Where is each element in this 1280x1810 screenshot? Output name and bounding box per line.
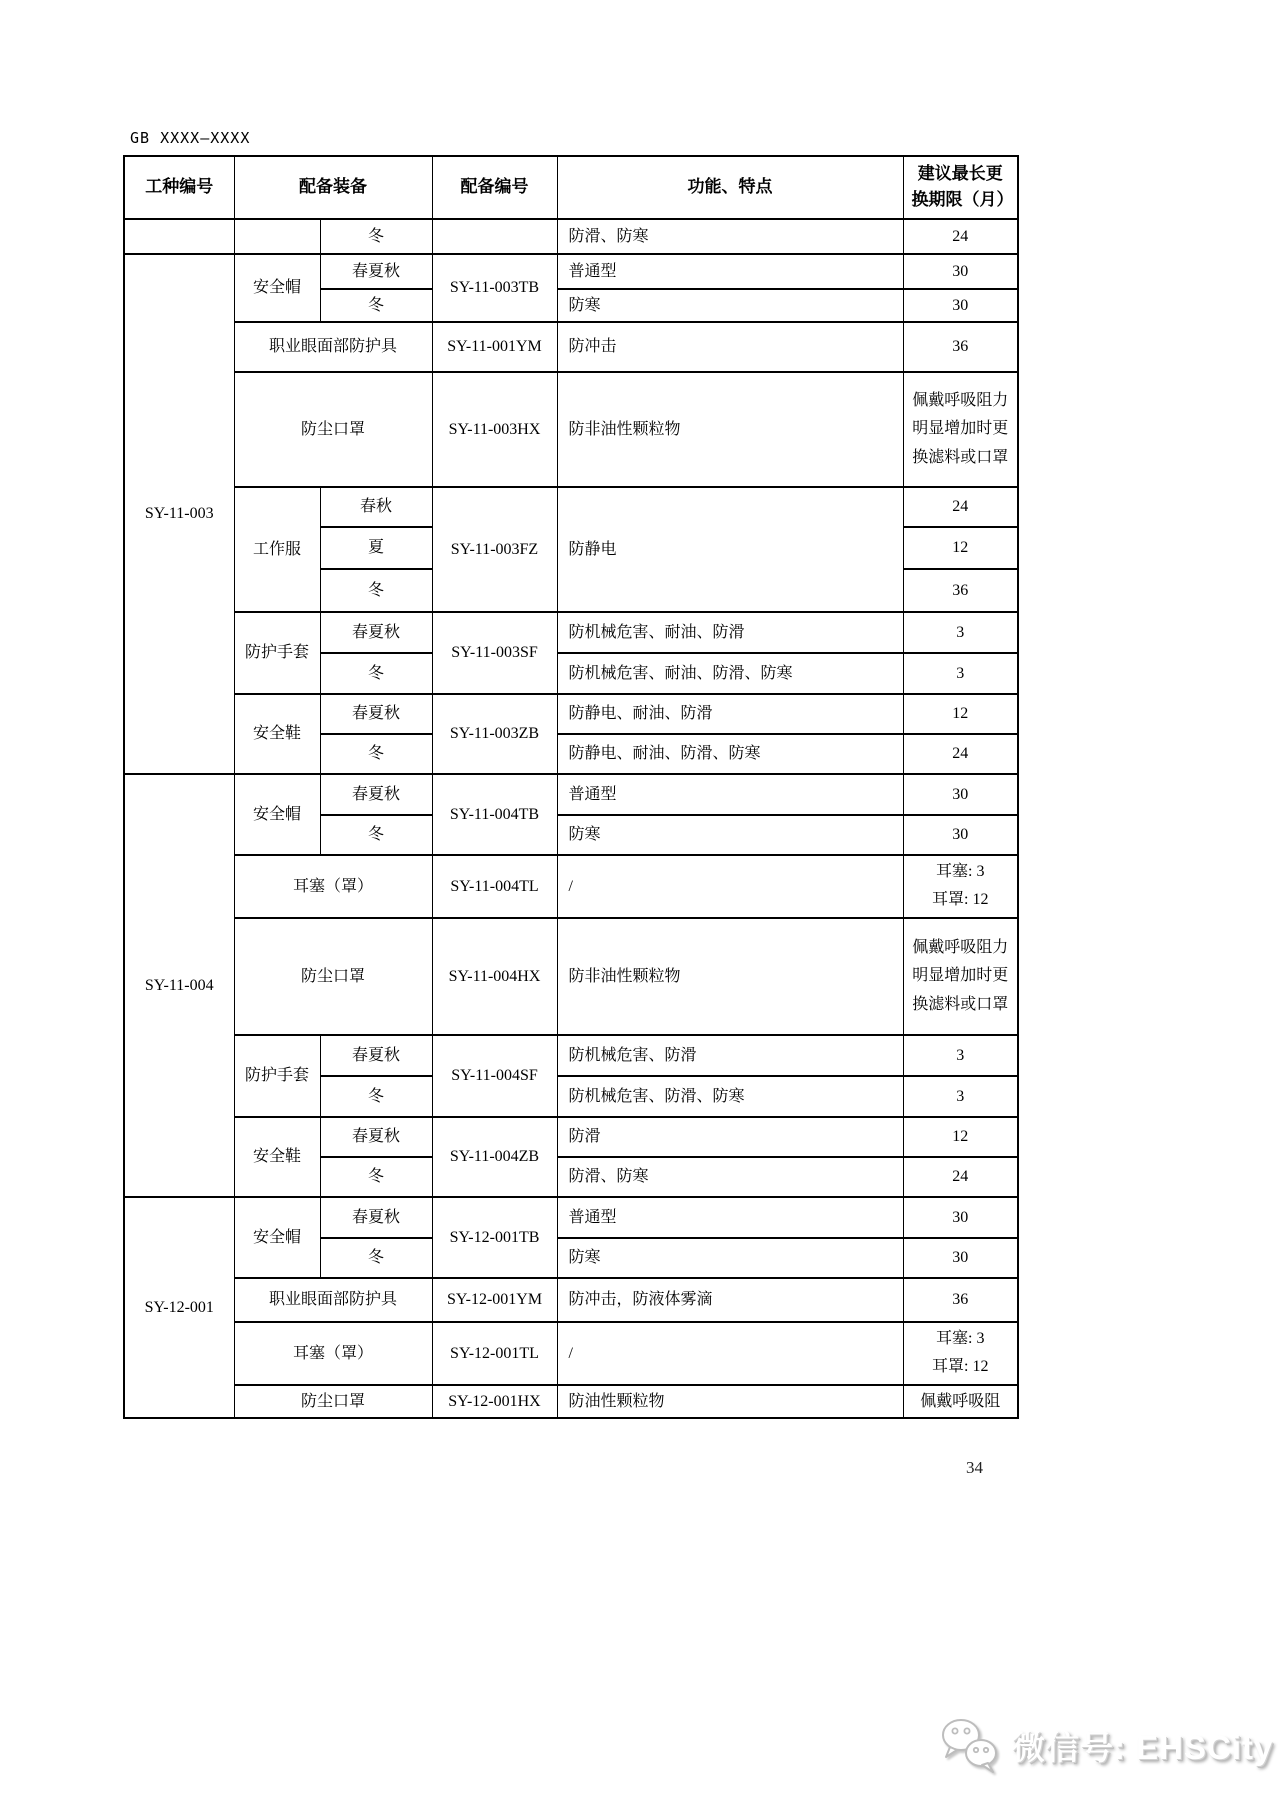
- season-cell: 冬: [320, 815, 432, 855]
- function-cell: 防寒: [557, 1238, 903, 1278]
- season-cell: 夏: [320, 527, 432, 569]
- season-cell: 春夏秋: [320, 1197, 432, 1238]
- table-row: [124, 1278, 1018, 1322]
- function-cell: 防静电、耐油、防滑: [557, 694, 903, 734]
- code-cell: SY-11-003ZB: [432, 694, 557, 774]
- period-cell: [903, 1322, 1018, 1385]
- code-cell: SY-11-003SF: [432, 612, 557, 694]
- period-cell: 12: [903, 694, 1018, 734]
- season-cell: 冬: [320, 1238, 432, 1278]
- table-row: [124, 219, 1018, 254]
- period-cell: 24: [903, 219, 1018, 254]
- code-cell: SY-12-001TB: [432, 1197, 557, 1278]
- code-cell: SY-11-004SF: [432, 1035, 557, 1117]
- season-cell: 冬: [320, 1157, 432, 1197]
- function-cell: 防滑、防寒: [557, 1157, 903, 1197]
- function-cell: 防冲击: [557, 322, 903, 372]
- table-row: [124, 774, 1018, 815]
- function-cell: 普通型: [557, 774, 903, 815]
- function-cell: 防机械危害、防滑、防寒: [557, 1076, 903, 1117]
- season-cell: 春夏秋: [320, 1035, 432, 1076]
- period-cell: 24: [903, 487, 1018, 527]
- code-cell: SY-11-003HX: [432, 372, 557, 487]
- code-cell: SY-11-001YM: [432, 322, 557, 372]
- function-cell: 防机械危害、耐油、防滑: [557, 612, 903, 653]
- season-cell: 冬: [320, 569, 432, 612]
- season-cell: 冬: [320, 1076, 432, 1117]
- job-id-cell: SY-12-001: [124, 1197, 234, 1418]
- table-row: [124, 1197, 1018, 1238]
- function-cell: 防非油性颗粒物: [557, 918, 903, 1035]
- table-row: [124, 1035, 1018, 1076]
- season-cell: 春夏秋: [320, 1117, 432, 1157]
- empty-job-cell: [124, 219, 234, 254]
- table-row: [124, 254, 1018, 289]
- period-cell: 3: [903, 653, 1018, 694]
- function-cell: 防油性颗粒物: [557, 1385, 903, 1418]
- period-line: 耳罩: 12: [932, 1358, 989, 1376]
- period-line: 耳塞: 3: [936, 1329, 985, 1347]
- code-cell: SY-11-004HX: [432, 918, 557, 1035]
- period-cell: 36: [903, 322, 1018, 372]
- function-cell: 普通型: [557, 254, 903, 289]
- function-cell: 防静电: [557, 487, 903, 612]
- code-cell: SY-12-001TL: [432, 1322, 557, 1385]
- period-cell: 24: [903, 734, 1018, 774]
- header-equipment: 配备装备: [234, 156, 432, 219]
- period-cell: 36: [903, 1278, 1018, 1322]
- equipment-name-cell: 防护手套: [234, 612, 320, 694]
- function-cell: 防非油性颗粒物: [557, 372, 903, 487]
- header-code: 配备编号: [432, 156, 557, 219]
- function-cell: /: [557, 855, 903, 918]
- function-cell: 防静电、耐油、防滑、防寒: [557, 734, 903, 774]
- period-cell: [903, 855, 1018, 918]
- period-cell: 12: [903, 527, 1018, 569]
- function-cell: 普通型: [557, 1197, 903, 1238]
- equipment-name-cell: 职业眼面部防护具: [234, 322, 432, 372]
- equipment-name-cell: 防尘口罩: [234, 1385, 432, 1418]
- table-row: [124, 1322, 1018, 1385]
- equipment-name-cell: 安全帽: [234, 774, 320, 855]
- job-id-cell: SY-11-004: [124, 774, 234, 1197]
- period-cell: 3: [903, 1076, 1018, 1117]
- period-cell: 3: [903, 612, 1018, 653]
- equipment-name-cell: 防尘口罩: [234, 918, 432, 1035]
- code-cell: SY-12-001YM: [432, 1278, 557, 1322]
- table-row: [124, 487, 1018, 527]
- table-row: [124, 855, 1018, 918]
- doc-code: GB XXXX—XXXX: [130, 129, 251, 147]
- period-line: 耳塞: 3: [936, 862, 985, 880]
- empty-code-cell: [432, 219, 557, 254]
- equipment-name-cell: 耳塞（罩）: [234, 1322, 432, 1385]
- season-cell: 冬: [320, 289, 432, 322]
- header-row: [124, 156, 1018, 219]
- page-number: 34: [966, 1458, 983, 1477]
- table-row: [124, 918, 1018, 1035]
- period-cell: 30: [903, 1238, 1018, 1278]
- code-cell: SY-11-004TB: [432, 774, 557, 855]
- equipment-name-cell: 耳塞（罩）: [234, 855, 432, 918]
- code-cell: SY-12-001HX: [432, 1385, 557, 1418]
- period-cell: 30: [903, 1197, 1018, 1238]
- code-cell: SY-11-003TB: [432, 254, 557, 322]
- header-function: 功能、特点: [557, 156, 903, 219]
- season-cell: 春夏秋: [320, 612, 432, 653]
- season-cell: 春秋: [320, 487, 432, 527]
- table-row: [124, 1117, 1018, 1157]
- season-cell: 春夏秋: [320, 774, 432, 815]
- equipment-name-cell: 防尘口罩: [234, 372, 432, 487]
- period-cell: 36: [903, 569, 1018, 612]
- wechat-icon: [938, 1716, 1002, 1774]
- equipment-name-cell: 安全鞋: [234, 1117, 320, 1197]
- equipment-name-cell: 安全帽: [234, 254, 320, 322]
- period-cell: 30: [903, 815, 1018, 855]
- table-row: [124, 322, 1018, 372]
- table-row: [124, 694, 1018, 734]
- function-cell: 防滑、防寒: [557, 219, 903, 254]
- ppe-table: [123, 155, 1019, 1419]
- header-period: 建议最长更换期限（月）: [903, 156, 1018, 219]
- function-cell: 防寒: [557, 815, 903, 855]
- code-cell: SY-11-004TL: [432, 855, 557, 918]
- job-id-cell: SY-11-003: [124, 254, 234, 774]
- equipment-name-cell: 职业眼面部防护具: [234, 1278, 432, 1322]
- function-cell: 防冲击，防液体雾滴: [557, 1278, 903, 1322]
- equipment-name-cell: 防护手套: [234, 1035, 320, 1117]
- watermark-text: 微信号: EHSCity: [1012, 1728, 1274, 1766]
- function-cell: 防机械危害、耐油、防滑、防寒: [557, 653, 903, 694]
- equipment-name-cell: 工作服: [234, 487, 320, 612]
- table-row: [124, 1385, 1018, 1418]
- equipment-name-cell: 安全帽: [234, 1197, 320, 1278]
- season-cell: 冬: [320, 653, 432, 694]
- header-job: 工种编号: [124, 156, 234, 219]
- season-cell: 春夏秋: [320, 254, 432, 289]
- period-cell: 3: [903, 1035, 1018, 1076]
- code-cell: SY-11-004ZB: [432, 1117, 557, 1197]
- period-cell: 佩戴呼吸阻力明显增加时更换滤料或口罩: [903, 918, 1018, 1035]
- equipment-name-cell: 安全鞋: [234, 694, 320, 774]
- season-cell: 冬: [320, 734, 432, 774]
- code-cell: SY-11-003FZ: [432, 487, 557, 612]
- table-row: [124, 612, 1018, 653]
- period-cell: 佩戴呼吸阻: [903, 1385, 1018, 1418]
- table-row: [124, 372, 1018, 487]
- function-cell: 防机械危害、防滑: [557, 1035, 903, 1076]
- function-cell: /: [557, 1322, 903, 1385]
- period-cell: 12: [903, 1117, 1018, 1157]
- period-line: 耳罩: 12: [932, 891, 989, 909]
- watermark: [938, 1716, 1273, 1774]
- season-cell: 冬: [320, 219, 432, 254]
- function-cell: 防寒: [557, 289, 903, 322]
- period-cell: 30: [903, 289, 1018, 322]
- period-cell: 30: [903, 254, 1018, 289]
- season-cell: 春夏秋: [320, 694, 432, 734]
- period-cell: 佩戴呼吸阻力明显增加时更换滤料或口罩: [903, 372, 1018, 487]
- period-cell: 24: [903, 1157, 1018, 1197]
- function-cell: 防滑: [557, 1117, 903, 1157]
- period-cell: 30: [903, 774, 1018, 815]
- empty-equipment-cell: [234, 219, 320, 254]
